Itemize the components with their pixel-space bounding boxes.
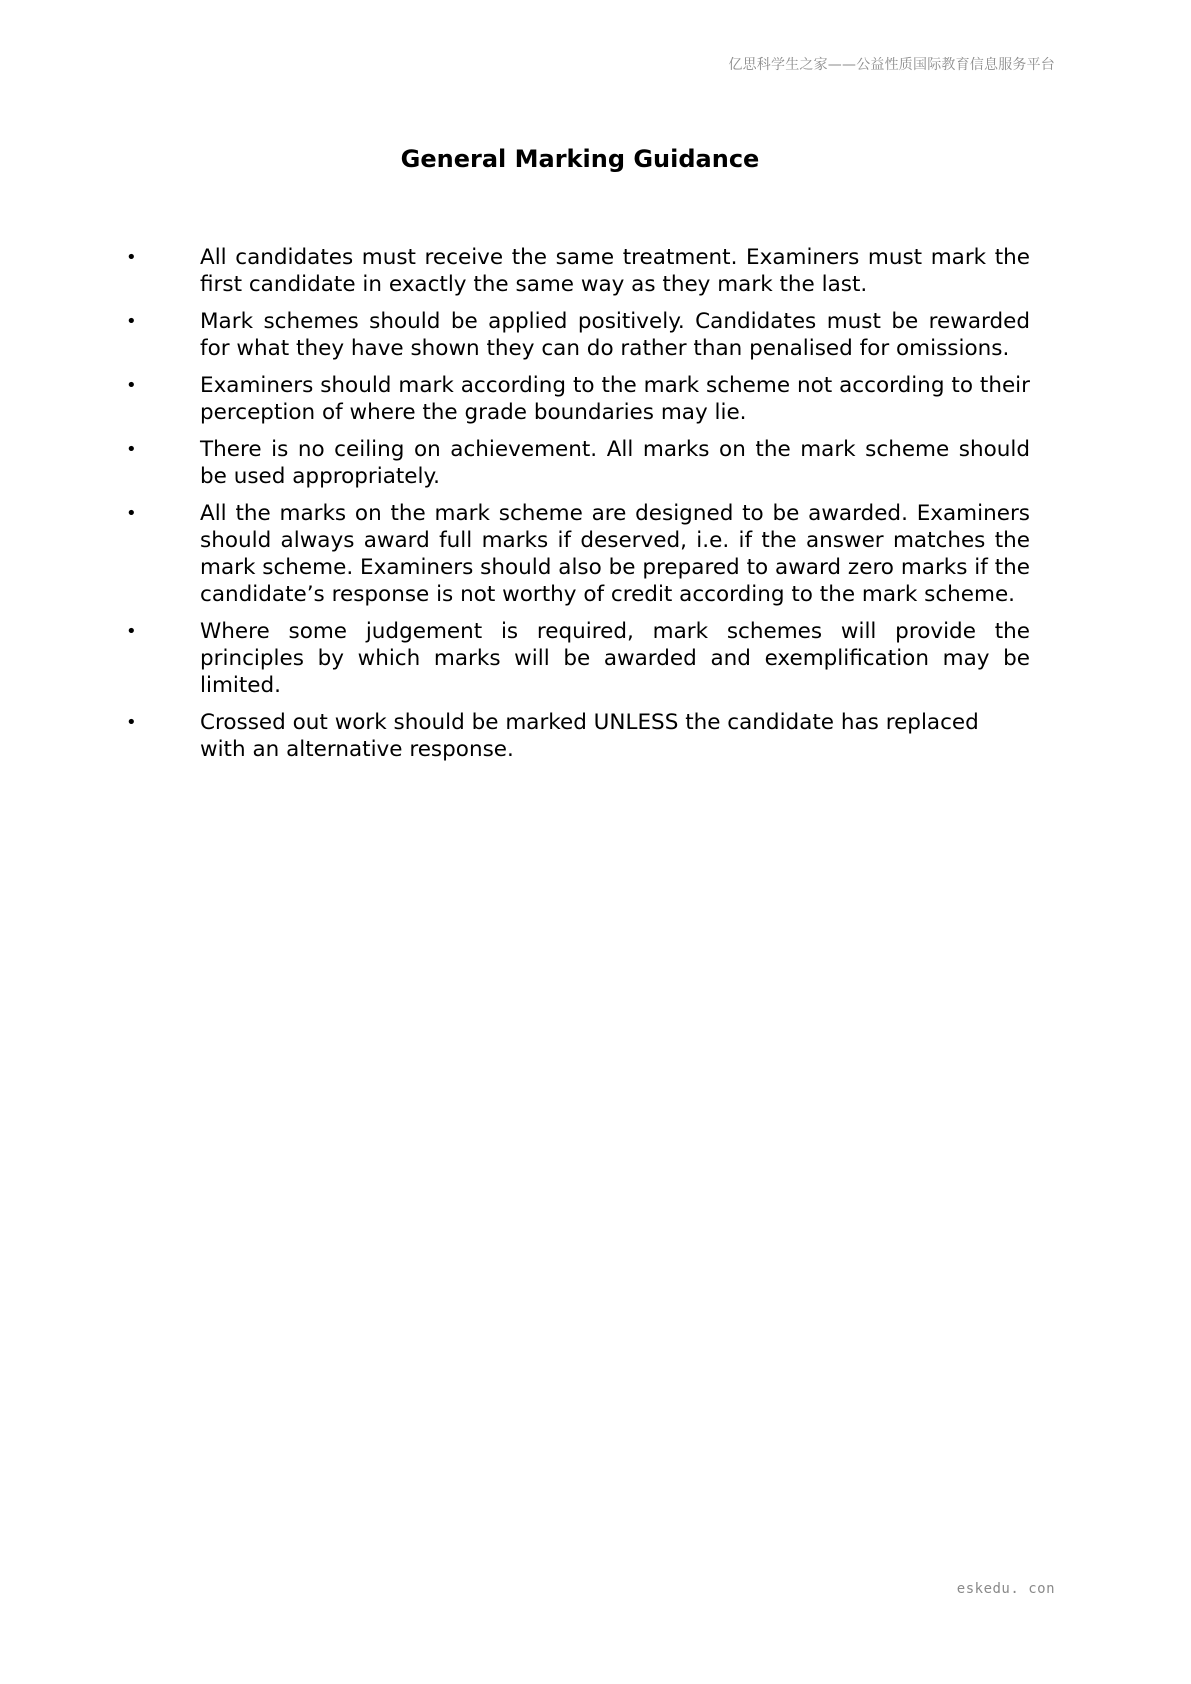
- guidance-item: [126, 308, 1030, 362]
- guidance-item: [126, 709, 1030, 763]
- bullet-icon: •: [126, 439, 137, 460]
- guidance-item-text: Mark schemes should be applied positively. Candidates must be rewarded for what they have shown they can do rather than penalised for omissions.: [200, 309, 1030, 361]
- guidance-item: [126, 500, 1030, 608]
- bullet-icon: •: [126, 621, 137, 642]
- guidance-item: [126, 244, 1030, 298]
- bullet-icon: •: [126, 247, 137, 268]
- guidance-list: [126, 244, 1030, 773]
- guidance-item-text: All the marks on the mark scheme are designed to be awarded. Examiners should always award full marks if deserved, i.e. if the answer matches the mark scheme. Examiners should also be prepared to award zero marks if the candidate’s response is not worthy of credit according to the mark scheme.: [200, 501, 1030, 607]
- bullet-icon: •: [126, 311, 137, 332]
- footer-watermark: eskedu. con: [956, 1581, 1055, 1597]
- guidance-item-text: Crossed out work should be marked UNLESS the candidate has replaced with an alternative response.: [200, 710, 979, 762]
- bullet-icon: •: [126, 375, 137, 396]
- header-watermark: 亿思科学生之家——公益性质国际教育信息服务平台: [728, 57, 1055, 73]
- guidance-item-text: All candidates must receive the same treatment. Examiners must mark the first candidate in exactly the same way as they mark the last.: [200, 245, 1030, 297]
- guidance-item: [126, 618, 1030, 699]
- bullet-icon: •: [126, 712, 137, 733]
- guidance-item: [126, 436, 1030, 490]
- bullet-icon: •: [126, 503, 137, 524]
- page-title: General Marking Guidance: [400, 145, 760, 173]
- guidance-item-text: There is no ceiling on achievement. All marks on the mark scheme should be used appropriately.: [200, 437, 1030, 489]
- guidance-item: [126, 372, 1030, 426]
- guidance-item-text: Where some judgement is required, mark schemes will provide the principles by which marks will be awarded and exemplification may be limited.: [200, 619, 1030, 698]
- guidance-item-text: Examiners should mark according to the mark scheme not according to their perception of where the grade boundaries may lie.: [200, 373, 1030, 425]
